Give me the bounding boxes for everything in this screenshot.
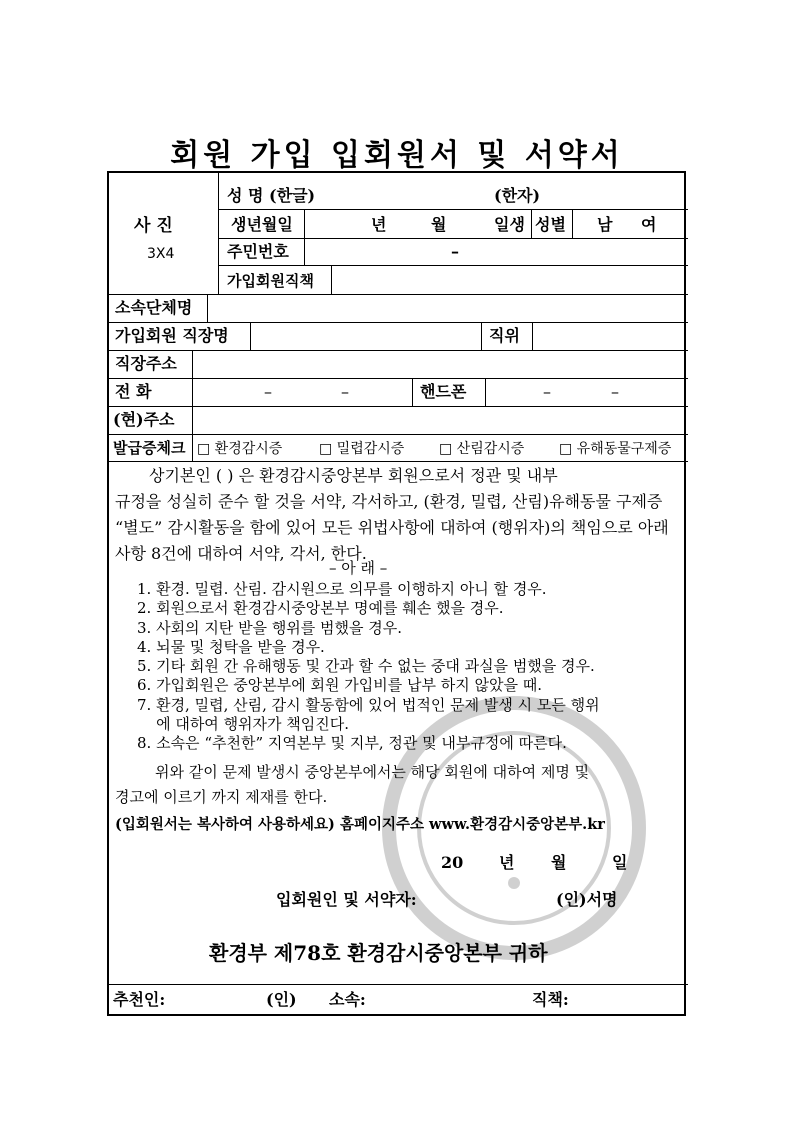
list-item: 3. 사회의 지탄 받을 행위를 범했을 경우.: [137, 618, 403, 637]
cert-option-forest[interactable]: □ 산림감시증: [439, 441, 525, 457]
list-item: 에 대하여 행위자가 책임진다.: [137, 715, 350, 734]
copy-note: (입회원서는 복사하여 사용하세요) 홈페이지주소 www.환경감시중앙본부.kr: [115, 816, 605, 833]
name-label: 성 명 (한글): [227, 186, 316, 205]
date-year: 20: [441, 853, 464, 872]
sanction-line-1: 위와 같이 문제 발생시 중앙본부에서는 해당 회원에 대하여 제명 및: [155, 763, 590, 781]
workplace-label: 가입회원 직장명: [115, 326, 229, 345]
notes-list: [137, 580, 600, 754]
cert-option-pest[interactable]: □ 유해동물구제증: [559, 441, 672, 457]
list-item: 7. 환경, 밀렵, 산림, 감시 활동함에 있어 법적인 문제 발생 시 모든 행위: [137, 695, 600, 714]
name-hanja-label: (한자): [494, 186, 541, 205]
membership-form: [107, 171, 686, 1016]
certificate-check-label: 발급증체크: [113, 439, 186, 457]
recommender-label: 추천인:: [113, 990, 166, 1009]
pledge-line-3: “별도” 감시활동을 함에 있어 모든 위법사항에 대하여 (행위자)의 책임으로 아래: [115, 518, 669, 537]
recommender-seal: (인): [266, 990, 297, 1009]
sanction-paragraph: [115, 762, 685, 807]
date-day-unit: 일: [612, 853, 628, 872]
gender-female[interactable]: 여: [641, 215, 657, 234]
list-item: 4. 뇌물 및 청탁을 받을 경우.: [137, 637, 325, 656]
date-month-unit: 월: [551, 853, 567, 872]
list-item: 1. 환경. 밀렵. 산림. 감시원으로 의무를 이행하지 아니 할 경우.: [137, 580, 547, 598]
list-item: 2. 회원으로서 환경감시중앙본부 명예를 훼손 했을 경우.: [137, 599, 504, 618]
cert-option-poaching[interactable]: □ 밀렵감시증: [319, 441, 405, 457]
gender-male[interactable]: 남: [597, 215, 613, 234]
cert-option-environment[interactable]: □ 환경감시증: [197, 441, 283, 457]
phone-dash-1: –: [264, 382, 272, 401]
pledge-line-2: 규정을 성실히 준수 할 것을 서약, 각서하고, (환경, 밀렵, 산림)유해동물 구제증: [115, 492, 663, 511]
birth-month: 월: [431, 215, 447, 234]
pledge-line-4: 사항 8건에 대하여 서약, 각서, 한다.: [115, 544, 367, 563]
id-label: 주민번호: [227, 242, 289, 261]
signer-label: 입회원인 및 서약자:: [276, 890, 417, 909]
mobile-label: 핸드폰: [420, 382, 467, 401]
list-item: 5. 기타 회원 간 유해행동 및 간과 할 수 없는 중대 과실을 범했을 경우.: [137, 657, 595, 676]
pledge-paragraph: [115, 466, 685, 564]
list-item: 6. 가입회원은 중앙본부에 회원 가입비를 납부 하지 않았을 때.: [137, 676, 542, 695]
signer-sign: (인)서명: [556, 890, 618, 909]
mobile-dash-2: –: [611, 382, 619, 401]
date-year-unit: 년: [499, 853, 515, 872]
photo-label: 사 진: [134, 216, 173, 236]
member-position-label: 가입회원직책: [227, 272, 314, 290]
notes-heading: – 아 래 –: [329, 559, 388, 577]
id-dash: –: [451, 242, 459, 261]
photo-size: 3X4: [147, 246, 175, 262]
footer-position-label: 직책:: [532, 990, 569, 1009]
addressee: 환경부 제78호 환경감시중앙본부 귀하: [209, 941, 548, 965]
page-title: 회원 가입 입회원서 및 서약서: [170, 138, 624, 173]
list-item: 8. 소속은 “추천한” 지역본부 및 지부, 정관 및 내부규정에 따른다.: [137, 734, 567, 753]
gender-label: 성별: [535, 215, 566, 234]
job-title-label: 직위: [489, 326, 520, 345]
address-label: (현)주소: [113, 410, 175, 429]
pledge-line-1: 상기본인 ( ) 은 환경감시중앙본부 회원으로서 정관 및 내부: [149, 466, 558, 485]
birth-label: 생년월일: [231, 215, 293, 234]
work-address-label: 직장주소: [115, 354, 177, 373]
phone-dash-2: –: [341, 382, 349, 401]
birth-day: 일생: [494, 215, 525, 234]
affiliation-label: 소속:: [329, 990, 366, 1009]
sanction-line-2: 경고에 이르기 까지 제재를 한다.: [115, 788, 328, 806]
phone-label: 전 화: [115, 382, 152, 401]
mobile-dash-1: –: [543, 382, 551, 401]
org-label: 소속단체명: [115, 298, 193, 317]
birth-year: 년: [371, 215, 387, 234]
